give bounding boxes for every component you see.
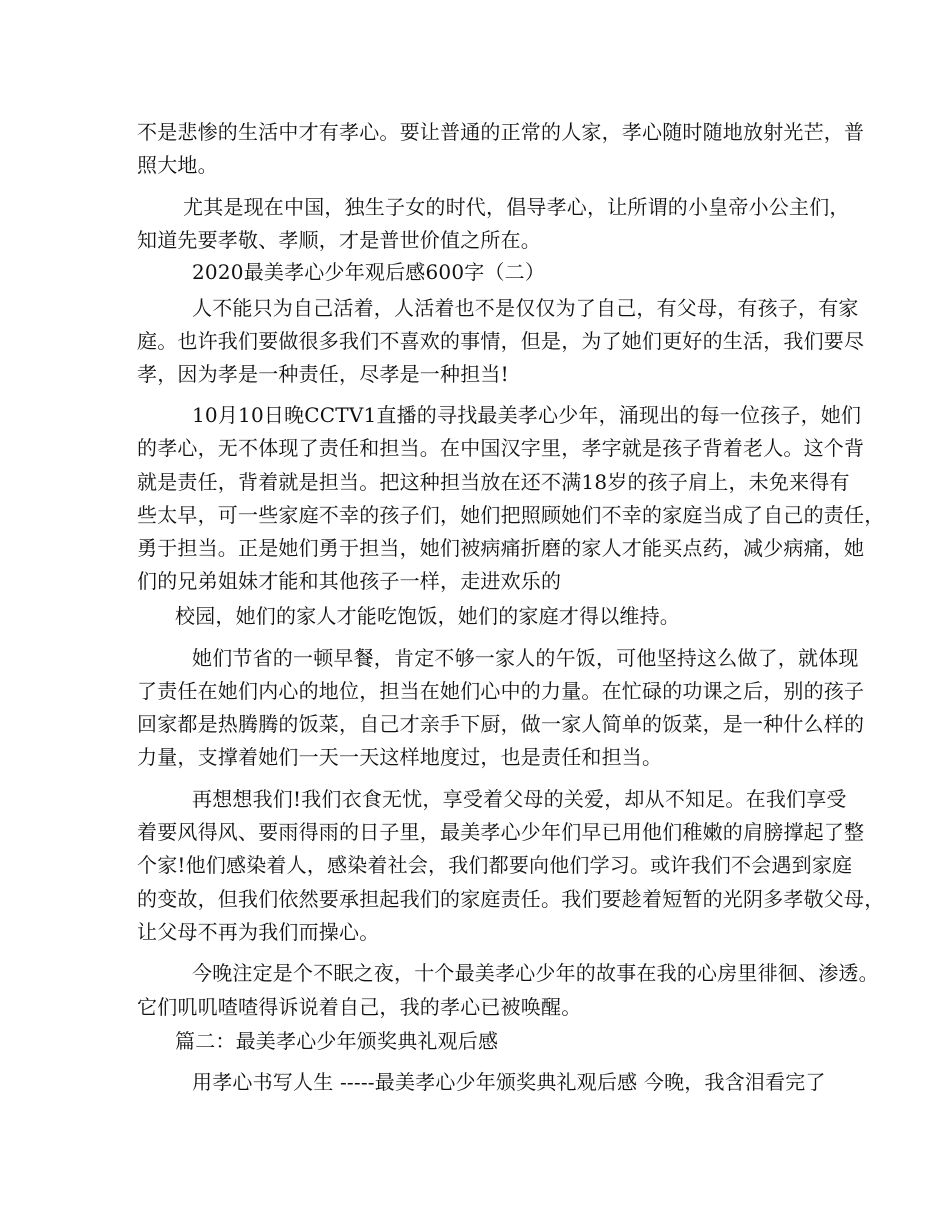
body-line: 它们叽叽喳喳得诉说着自己，我的孝心已被唤醒。 [137,995,582,1019]
body-line: 校园，她们的家人才能吃饱饭，她们的家庭才得以维持。 [175,604,680,628]
body-line: 孝，因为孝是一种责任，尽孝是一种担当! [137,362,509,386]
body-line: 的孝心，无不体现了责任和担当。在中国汉字里，孝字就是孩子背着老人。这个背 [137,436,865,460]
body-line: 今晚注定是个不眠之夜，十个最美孝心少年的故事在我的心房里徘徊、渗透。 [192,961,879,985]
section-heading: 篇二：最美孝心少年颁奖典礼观后感 [175,1029,499,1053]
body-line: 让父母不再为我们而操心。 [137,920,380,944]
body-line: 不是悲惨的生活中才有孝心。要让普通的正常的人家，孝心随时随地放射光芒，普 [137,120,865,144]
body-line: 尤其是现在中国，独生子女的时代，倡导孝心，让所谓的小皇帝小公主们， [183,195,850,219]
body-line: 回家都是热腾腾的饭菜，自己才亲手下厨，做一家人简单的饭菜，是一种什么样的 [137,712,865,736]
body-line: 勇于担当。正是她们勇于担当，她们被病痛折磨的家人才能买点药，减少病痛，她 [137,536,865,560]
body-line: 着要风得风、要雨得雨的日子里，最美孝心少年们早已用他们稚嫩的肩膀撑起了整 [137,820,865,844]
body-line: 用孝心书写人生 -----最美孝心少年颁奖典礼观后感 今晚，我含泪看完了 [192,1070,826,1094]
body-line: 了责任在她们内心的地位，担当在她们心中的力量。在忙碌的功课之后，别的孩子 [137,679,865,703]
body-line: 人不能只为自己活着，人活着也不是仅仅为了自己，有父母，有孩子，有家 [192,296,859,320]
body-line: 的变故，但我们依然要承担起我们的家庭责任。我们要趁着短暂的光阴多孝敬父母， [137,887,885,911]
body-line: 庭。也许我们要做很多我们不喜欢的事情，但是，为了她们更好的生活，我们要尽 [137,329,865,353]
body-line: 知道先要孝敬、孝顺，才是普世价值之所在。 [137,228,541,252]
body-line: 她们节省的一顿早餐，肯定不够一家人的午饭，可他坚持这么做了，就体现 [192,646,859,670]
body-line: 力量，支撑着她们一天一天这样地度过，也是责任和担当。 [137,745,663,769]
body-line: 10月10日晚CCTV1直播的寻找最美孝心少年，涌现出的每一位孩子，她们 [192,403,862,427]
section-heading: 2020最美孝心少年观后感600字（二） [192,260,546,284]
body-line: 再想想我们!我们衣食无忧，享受着父母的关爱，却从不知足。在我们享受 [192,787,847,811]
body-line: 照大地。 [137,153,218,177]
body-line: 就是责任，背着就是担当。把这种担当放在还不满18岁的孩子肩上，未免来得有 [137,470,850,494]
body-line: 个家!他们感染着人，感染着社会，我们都要向他们学习。或许我们不会遇到家庭 [137,853,853,877]
body-line: 们的兄弟姐妹才能和其他孩子一样，走进欢乐的 [137,569,562,593]
body-line: 些太早，可一些家庭不幸的孩子们，她们把照顾她们不幸的家庭当成了自己的责任， [137,503,885,527]
